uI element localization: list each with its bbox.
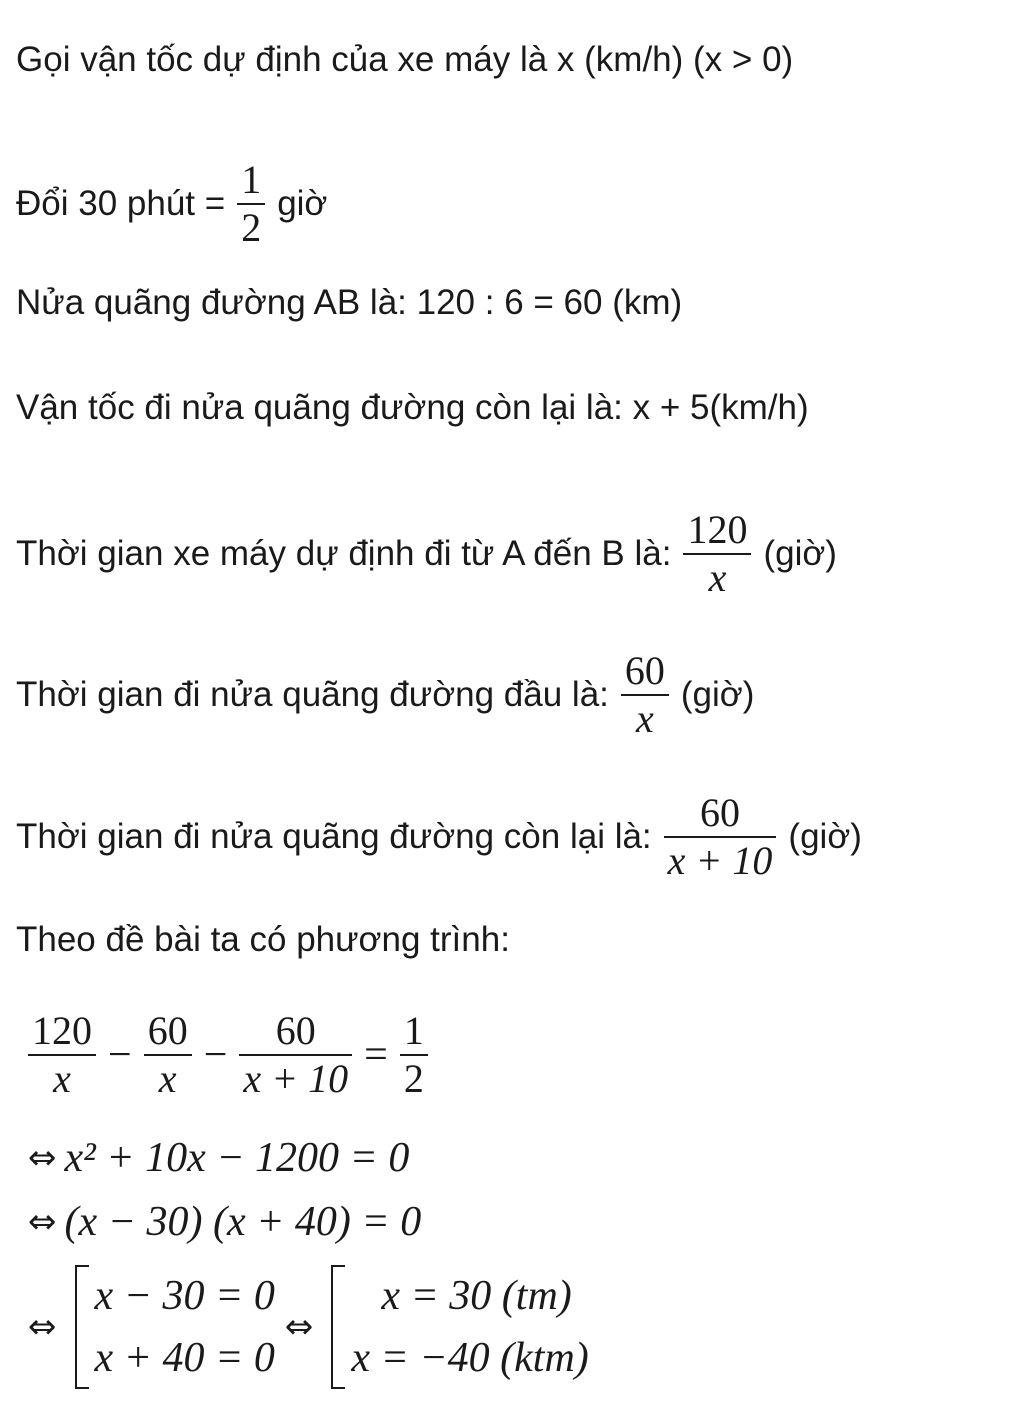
- half-distance-text: Nửa quãng đường AB là: 120 : 6 = 60 (km): [16, 283, 683, 322]
- line-half-distance: [16, 283, 682, 323]
- fraction-120-over-x: [28, 1008, 96, 1102]
- system-row: x − 30 = 0: [94, 1273, 275, 1319]
- system-bracket-1: [75, 1265, 275, 1389]
- equation-intro-text: Theo đề bài ta có phương trình:: [16, 920, 510, 959]
- fraction-denominator: 2: [403, 1056, 424, 1101]
- equation-main: [28, 1008, 440, 1102]
- second-half-time-unit: (giờ): [788, 817, 862, 856]
- line-define-speed-text: Gọi vận tốc dự định của xe máy là x (km/h) (x > 0): [16, 40, 794, 79]
- equivalence-icon: ⇔: [28, 1202, 57, 1242]
- equivalence-icon: ⇔: [28, 1307, 57, 1347]
- fraction-numerator: 1: [241, 157, 262, 202]
- system-row: x = 30 (tm): [381, 1273, 572, 1319]
- fraction-denominator: 2: [241, 205, 262, 250]
- line-second-half-time: [16, 790, 862, 884]
- system-row: x = −40 (ktm): [351, 1335, 589, 1381]
- fraction-denominator: x: [158, 1056, 177, 1101]
- equivalence-icon: ⇔: [28, 1138, 57, 1178]
- line-define-speed: [16, 40, 793, 80]
- first-half-time-unit: (giờ): [680, 675, 755, 714]
- bracket-icon: [75, 1265, 89, 1389]
- fraction-denominator: x: [636, 696, 654, 741]
- fraction-60-over-x: [144, 1008, 192, 1102]
- line-convert-minutes: [16, 157, 327, 251]
- fraction-first-half-time: [621, 648, 669, 742]
- fraction-numerator: 60: [147, 1008, 188, 1053]
- fraction-numerator: 60: [700, 790, 741, 835]
- fraction-numerator: 120: [687, 507, 748, 552]
- equation-factored: [28, 1198, 421, 1246]
- fraction-denominator: x + 10: [243, 1056, 349, 1101]
- planned-time-text: Thời gian xe máy dự định đi từ A đến B là:: [16, 534, 672, 573]
- fraction-denominator: x: [53, 1056, 71, 1101]
- fraction-one-half: [400, 1008, 428, 1102]
- bracket-icon: [331, 1265, 345, 1389]
- minus-sign: −: [108, 1032, 132, 1078]
- system-row: x + 40 = 0: [94, 1335, 275, 1381]
- fraction-denominator: x + 10: [667, 838, 773, 883]
- equals-sign: =: [364, 1032, 388, 1078]
- second-half-time-text: Thời gian đi nửa quãng đường còn lại là:: [16, 817, 652, 856]
- fraction-planned-time: [683, 507, 751, 601]
- fraction-numerator: 60: [624, 648, 665, 693]
- minus-sign: −: [203, 1032, 228, 1078]
- fraction-numerator: 60: [275, 1008, 316, 1053]
- line-remaining-speed: [16, 388, 809, 428]
- system-bracket-2: [331, 1265, 588, 1389]
- fraction-numerator: 1: [403, 1008, 424, 1053]
- fraction-half-hour: [237, 157, 265, 251]
- fraction-denominator: x: [708, 555, 727, 600]
- convert-text: Đổi 30 phút =: [16, 184, 226, 223]
- equation-quadratic-text: x² + 10x − 1200 = 0: [64, 1135, 410, 1181]
- planned-time-unit: (giờ): [763, 534, 837, 573]
- equivalence-icon: ⇔: [284, 1307, 314, 1347]
- fraction-second-half-time: [664, 790, 777, 884]
- fraction-numerator: 120: [32, 1008, 92, 1053]
- first-half-time-text: Thời gian đi nửa quãng đường đầu là:: [16, 675, 609, 714]
- line-first-half-time: [16, 648, 754, 742]
- equation-factored-text: (x − 30) (x + 40) = 0: [64, 1199, 422, 1245]
- remaining-speed-text: Vận tốc đi nửa quãng đường còn lại là: x + 5(km/h): [16, 388, 809, 427]
- line-equation-intro: [16, 920, 510, 960]
- equation-quadratic: [28, 1134, 409, 1182]
- fraction-60-over-x-plus-10: [239, 1008, 352, 1102]
- convert-unit: giờ: [277, 184, 328, 223]
- equation-solutions: [28, 1265, 599, 1389]
- line-planned-time: [16, 507, 837, 601]
